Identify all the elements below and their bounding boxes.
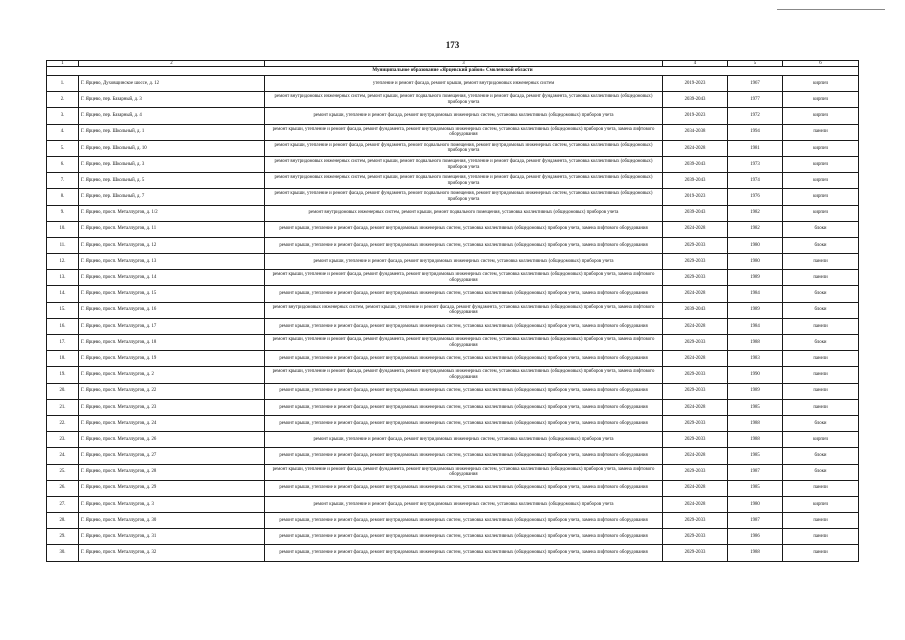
row-year: 1988 (728, 432, 783, 448)
row-year: 1989 (728, 383, 783, 399)
housing-repair-table (46, 60, 859, 562)
row-period: 2029-2033 (663, 432, 728, 448)
row-address: Г. Ярцево, просп. Металлургов, д. 18 (79, 335, 265, 351)
row-number: 19. (47, 367, 79, 383)
row-year: 1982 (728, 221, 783, 237)
row-address: Г. Ярцево, просп. Металлургов, д. 28 (79, 464, 265, 480)
row-address: Г. Ярцево, пер. Школьный, д. 3 (79, 156, 265, 172)
row-number: 20. (47, 383, 79, 399)
table-row (47, 367, 859, 383)
row-year: 1994 (728, 124, 783, 140)
row-material: блоки (783, 221, 859, 237)
row-number: 12. (47, 254, 79, 270)
row-works: ремонт крыши, утепление и ремонт фасада, ремонт фундамента, ремонт внутридомовых инженерных систем, установка коллективных (общедомовых) приборов учета, замена лифтового оборудования (265, 270, 663, 286)
row-year: 1984 (728, 318, 783, 334)
table-row (47, 415, 859, 431)
row-address: Г. Ярцево, просп. Металлургов, д. 19 (79, 351, 265, 367)
table-row (47, 529, 859, 545)
table-row (47, 92, 859, 108)
row-material: панели (783, 545, 859, 561)
row-period: 2039-2043 (663, 302, 728, 318)
row-number: 27. (47, 496, 79, 512)
row-period: 2034-2038 (663, 124, 728, 140)
table-row (47, 432, 859, 448)
row-material: блоки (783, 237, 859, 253)
row-year: 1989 (728, 302, 783, 318)
row-number: 8. (47, 189, 79, 205)
row-number: 18. (47, 351, 79, 367)
row-number: 28. (47, 513, 79, 529)
row-address: Г. Ярцево, просп. Металлургов, д. 2 (79, 367, 265, 383)
row-material: панели (783, 529, 859, 545)
row-number: 24. (47, 448, 79, 464)
row-works: ремонт крыши, утепление и ремонт фасада, ремонт внутридомовых инженерных систем, установка коллективных (общедомовых) приборов учета (265, 496, 663, 512)
row-number: 4. (47, 124, 79, 140)
section-row (47, 67, 859, 76)
row-works: ремонт крыши, утепление и ремонт фасада, ремонт фундамента, ремонт внутридомовых инженерных систем, установка коллективных (общедомовых) приборов учета, замена лифтового оборудования (265, 124, 663, 140)
row-address: Г. Ярцево, просп. Металлургов, д. 3 (79, 496, 265, 512)
table-row (47, 318, 859, 334)
row-number: 22. (47, 415, 79, 431)
table-row (47, 173, 859, 189)
row-works: ремонт крыши, утепление и ремонт фасада, ремонт внутридомовых инженерных систем, установка коллективных (общедомовых) приборов учета, замена лифтового оборудования (265, 318, 663, 334)
table-row (47, 351, 859, 367)
row-number: 25. (47, 464, 79, 480)
row-period: 2024-2028 (663, 496, 728, 512)
row-year: 1990 (728, 367, 783, 383)
row-number: 15. (47, 302, 79, 318)
row-year: 1982 (728, 205, 783, 221)
row-works: ремонт крыши, утепление и ремонт фасада, ремонт внутридомовых инженерных систем, установка коллективных (общедомовых) приборов учета, замена лифтового оборудования (265, 221, 663, 237)
row-material: панели (783, 399, 859, 415)
row-year: 1980 (728, 237, 783, 253)
row-year: 1981 (728, 140, 783, 156)
row-period: 2024-2028 (663, 399, 728, 415)
row-works: ремонт крыши, утепление и ремонт фасада, ремонт фундамента, ремонт внутридомовых инженерных систем, установка коллективных (общедомовых) приборов учета, замена лифтового оборудования (265, 335, 663, 351)
column-number: 5 (728, 61, 783, 67)
row-material: кирпич (783, 156, 859, 172)
row-number: 1. (47, 76, 79, 92)
row-works: ремонт крыши, утепление и ремонт фасада, ремонт внутридомовых инженерных систем, установка коллективных (общедомовых) приборов учета, замена лифтового оборудования (265, 513, 663, 529)
row-address: Г. Ярцево, пер. Базарный, д. 4 (79, 108, 265, 124)
table-row (47, 464, 859, 480)
table-row (47, 480, 859, 496)
row-works: ремонт крыши, утепление и ремонт фасада, ремонт внутридомовых инженерных систем, установка коллективных (общедомовых) приборов учета (265, 254, 663, 270)
row-period: 2024-2028 (663, 286, 728, 302)
row-material: блоки (783, 286, 859, 302)
row-number: 26. (47, 480, 79, 496)
row-address: Г. Ярцево, просп. Металлургов, д. 30 (79, 513, 265, 529)
row-year: 1973 (728, 156, 783, 172)
row-period: 2029-2033 (663, 367, 728, 383)
table-row (47, 108, 859, 124)
row-year: 1988 (728, 415, 783, 431)
row-works: ремонт внутридомовых инженерных систем, ремонт крыши, ремонт подвального помещения, утепление и ремонт фасада, ремонт фундамента, установка коллективных (общедомовых) приборов учета (265, 173, 663, 189)
row-address: Г. Ярцево, просп. Металлургов, д. 23 (79, 399, 265, 415)
row-address: Г. Ярцево, просп. Металлургов, д. 22 (79, 383, 265, 399)
row-address: Г. Ярцево, просп. Металлургов, д. 26 (79, 432, 265, 448)
row-material: панели (783, 254, 859, 270)
table-row (47, 270, 859, 286)
row-address: Г. Ярцево, просп. Металлургов, д. 16 (79, 302, 265, 318)
row-works: ремонт крыши, утепление и ремонт фасада, ремонт внутридомовых инженерных систем, установка коллективных (общедомовых) приборов учета, замена лифтового оборудования (265, 448, 663, 464)
row-works: утепление и ремонт фасада, ремонт крыши, ремонт внутридомовых инженерных систем (265, 76, 663, 92)
row-year: 1984 (728, 286, 783, 302)
row-number: 16. (47, 318, 79, 334)
section-title: Муниципальное образование «Ярцевский район» Смоленской области (47, 67, 859, 76)
table-row (47, 383, 859, 399)
row-year: 1985 (728, 448, 783, 464)
row-year: 1987 (728, 464, 783, 480)
table-row (47, 189, 859, 205)
table-row (47, 335, 859, 351)
row-year: 1983 (728, 351, 783, 367)
row-works: ремонт внутридомовых инженерных систем, ремонт крыши, ремонт подвального помещения, утепление и ремонт фасада, ремонт фундамента, установка коллективных (общедомовых) приборов учета (265, 92, 663, 108)
row-period: 2029-2033 (663, 464, 728, 480)
top-rule (777, 9, 885, 10)
row-year: 1989 (728, 270, 783, 286)
row-address: Г. Ярцево, просп. Металлургов, д. 15 (79, 286, 265, 302)
row-year: 1980 (728, 254, 783, 270)
row-period: 2024-2028 (663, 448, 728, 464)
row-works: ремонт крыши, утепление и ремонт фасада, ремонт внутридомовых инженерных систем, установка коллективных (общедомовых) приборов учета, замена лифтового оборудования (265, 383, 663, 399)
row-year: 1985 (728, 399, 783, 415)
row-year: 1977 (728, 92, 783, 108)
row-period: 2039-2043 (663, 173, 728, 189)
row-address: Г. Ярцево, Духовщинское шоссе, д. 12 (79, 76, 265, 92)
row-number: 30. (47, 545, 79, 561)
row-material: панели (783, 513, 859, 529)
row-material: панели (783, 367, 859, 383)
table-row (47, 76, 859, 92)
row-material: кирпич (783, 173, 859, 189)
row-material: панели (783, 383, 859, 399)
row-period: 2029-2033 (663, 383, 728, 399)
row-period: 2019-2023 (663, 76, 728, 92)
row-material: блоки (783, 415, 859, 431)
row-material: блоки (783, 448, 859, 464)
row-material: панели (783, 351, 859, 367)
row-period: 2039-2043 (663, 156, 728, 172)
row-period: 2024-2028 (663, 480, 728, 496)
row-address: Г. Ярцево, просп. Металлургов, д. 24 (79, 415, 265, 431)
row-period: 2039-2043 (663, 205, 728, 221)
table-row (47, 124, 859, 140)
row-address: Г. Ярцево, пер. Школьный, д. 7 (79, 189, 265, 205)
row-year: 1985 (728, 480, 783, 496)
page-number: 173 (445, 40, 460, 50)
row-material: кирпич (783, 496, 859, 512)
row-number: 6. (47, 156, 79, 172)
row-number: 17. (47, 335, 79, 351)
row-address: Г. Ярцево, просп. Металлургов, д. 14 (79, 270, 265, 286)
row-material: кирпич (783, 205, 859, 221)
row-material: кирпич (783, 189, 859, 205)
row-material: панели (783, 480, 859, 496)
row-works: ремонт внутридомовых инженерных систем, ремонт крыши, ремонт подвального помещения, установка коллективных (общедомовых) приборов учета (265, 205, 663, 221)
column-number: 4 (663, 61, 728, 67)
table-row (47, 156, 859, 172)
row-address: Г. Ярцево, просп. Металлургов, д. 1/2 (79, 205, 265, 221)
row-material: панели (783, 270, 859, 286)
row-works: ремонт внутридомовых инженерных систем, ремонт крыши, утепление и ремонт фасада, ремонт фундамента, установка коллективных (общедомовых) приборов учета, замена лифтового оборудования (265, 302, 663, 318)
row-period: 2024-2028 (663, 351, 728, 367)
row-period: 2024-2028 (663, 140, 728, 156)
row-period: 2029-2033 (663, 529, 728, 545)
row-works: ремонт крыши, утепление и ремонт фасада, ремонт внутридомовых инженерных систем, установка коллективных (общедомовых) приборов учета, замена лифтового оборудования (265, 545, 663, 561)
row-material: кирпич (783, 92, 859, 108)
row-works: ремонт крыши, утепление и ремонт фасада, ремонт внутридомовых инженерных систем, установка коллективных (общедомовых) приборов учета, замена лифтового оборудования (265, 351, 663, 367)
table-row (47, 545, 859, 561)
row-number: 23. (47, 432, 79, 448)
row-address: Г. Ярцево, просп. Металлургов, д. 27 (79, 448, 265, 464)
row-number: 11. (47, 237, 79, 253)
row-address: Г. Ярцево, просп. Металлургов, д. 12 (79, 237, 265, 253)
row-address: Г. Ярцево, просп. Металлургов, д. 17 (79, 318, 265, 334)
row-period: 2024-2028 (663, 221, 728, 237)
row-material: панели (783, 124, 859, 140)
row-address: Г. Ярцево, просп. Металлургов, д. 29 (79, 480, 265, 496)
row-period: 2019-2023 (663, 189, 728, 205)
table-row (47, 302, 859, 318)
row-number: 7. (47, 173, 79, 189)
row-address: Г. Ярцево, пер. Школьный, д. 10 (79, 140, 265, 156)
row-works: ремонт крыши, утепление и ремонт фасада, ремонт внутридомовых инженерных систем, установка коллективных (общедомовых) приборов учета (265, 432, 663, 448)
row-works: ремонт крыши, утепление и ремонт фасада, ремонт внутридомовых инженерных систем, установка коллективных (общедомовых) приборов учета, замена лифтового оборудования (265, 529, 663, 545)
row-works: ремонт крыши, утепление и ремонт фасада, ремонт внутридомовых инженерных систем, установка коллективных (общедомовых) приборов учета, замена лифтового оборудования (265, 286, 663, 302)
table-row (47, 237, 859, 253)
row-period: 2029-2033 (663, 254, 728, 270)
row-works: ремонт крыши, утепление и ремонт фасада, ремонт фундамента, ремонт внутридомовых инженерных систем, установка коллективных (общедомовых) приборов учета, замена лифтового оборудования (265, 367, 663, 383)
row-year: 1974 (728, 173, 783, 189)
row-year: 1980 (728, 496, 783, 512)
row-number: 13. (47, 270, 79, 286)
row-period: 2029-2033 (663, 545, 728, 561)
row-works: ремонт крыши, утепление и ремонт фасада, ремонт внутридомовых инженерных систем, установка коллективных (общедомовых) приборов учета (265, 108, 663, 124)
column-number: 6 (783, 61, 859, 67)
row-material: кирпич (783, 76, 859, 92)
row-address: Г. Ярцево, пер. Школьный, д. 5 (79, 173, 265, 189)
row-period: 2029-2033 (663, 335, 728, 351)
table-row (47, 286, 859, 302)
row-period: 2029-2033 (663, 270, 728, 286)
row-material: блоки (783, 335, 859, 351)
row-period: 2039-2043 (663, 92, 728, 108)
row-number: 2. (47, 92, 79, 108)
row-material: кирпич (783, 432, 859, 448)
row-number: 9. (47, 205, 79, 221)
row-number: 29. (47, 529, 79, 545)
row-number: 10. (47, 221, 79, 237)
row-material: панели (783, 318, 859, 334)
row-address: Г. Ярцево, просп. Металлургов, д. 13 (79, 254, 265, 270)
row-period: 2024-2028 (663, 318, 728, 334)
row-period: 2019-2023 (663, 108, 728, 124)
row-material: блоки (783, 464, 859, 480)
row-address: Г. Ярцево, пер. Базарный, д. 3 (79, 92, 265, 108)
row-year: 1976 (728, 189, 783, 205)
row-number: 21. (47, 399, 79, 415)
row-year: 1988 (728, 335, 783, 351)
row-year: 1986 (728, 529, 783, 545)
row-material: кирпич (783, 140, 859, 156)
row-works: ремонт крыши, утепление и ремонт фасада, ремонт фундамента, ремонт подвального помещения, ремонт внутридомовых инженерных систем, установка коллективных (общедомовых) приборов учета (265, 189, 663, 205)
table-row (47, 205, 859, 221)
row-address: Г. Ярцево, просп. Металлургов, д. 11 (79, 221, 265, 237)
row-address: Г. Ярцево, просп. Металлургов, д. 32 (79, 545, 265, 561)
row-material: блоки (783, 302, 859, 318)
column-number: 3 (265, 61, 663, 67)
row-year: 1988 (728, 545, 783, 561)
table-row (47, 496, 859, 512)
row-number: 14. (47, 286, 79, 302)
row-period: 2029-2033 (663, 237, 728, 253)
column-number: 2 (79, 61, 265, 67)
row-material: кирпич (783, 108, 859, 124)
row-works: ремонт крыши, утепление и ремонт фасада, ремонт фундамента, ремонт подвального помещения, ремонт внутридомовых инженерных систем, установка коллективных (общедомовых) приборов учета (265, 140, 663, 156)
row-works: ремонт внутридомовых инженерных систем, ремонт крыши, ремонт подвального помещения, утепление и ремонт фасада, ремонт фундамента, установка коллективных (общедомовых) приборов учета (265, 156, 663, 172)
table-row (47, 513, 859, 529)
row-year: 1972 (728, 108, 783, 124)
table-row (47, 221, 859, 237)
row-period: 2029-2033 (663, 513, 728, 529)
row-address: Г. Ярцево, пер. Школьный, д. 1 (79, 124, 265, 140)
row-number: 3. (47, 108, 79, 124)
table-row (47, 399, 859, 415)
table-row (47, 254, 859, 270)
table-row (47, 140, 859, 156)
row-address: Г. Ярцево, просп. Металлургов, д. 31 (79, 529, 265, 545)
table-row (47, 448, 859, 464)
row-year: 1967 (728, 76, 783, 92)
row-works: ремонт крыши, утепление и ремонт фасада, ремонт внутридомовых инженерных систем, установка коллективных (общедомовых) приборов учета, замена лифтового оборудования (265, 237, 663, 253)
row-year: 1987 (728, 513, 783, 529)
row-works: ремонт крыши, утепление и ремонт фасада, ремонт внутридомовых инженерных систем, установка коллективных (общедомовых) приборов учета, замена лифтового оборудования (265, 399, 663, 415)
row-works: ремонт крыши, утепление и ремонт фасада, ремонт внутридомовых инженерных систем, установка коллективных (общедомовых) приборов учета, замена лифтового оборудования (265, 480, 663, 496)
row-number: 5. (47, 140, 79, 156)
row-works: ремонт крыши, утепление и ремонт фасада, ремонт фундамента, ремонт внутридомовых инженерных систем, установка коллективных (общедомовых) приборов учета, замена лифтового оборудования (265, 464, 663, 480)
column-number: 1 (47, 61, 79, 67)
row-period: 2029-2033 (663, 415, 728, 431)
row-works: ремонт крыши, утепление и ремонт фасада, ремонт внутридомовых инженерных систем, установка коллективных (общедомовых) приборов учета, замена лифтового оборудования (265, 415, 663, 431)
